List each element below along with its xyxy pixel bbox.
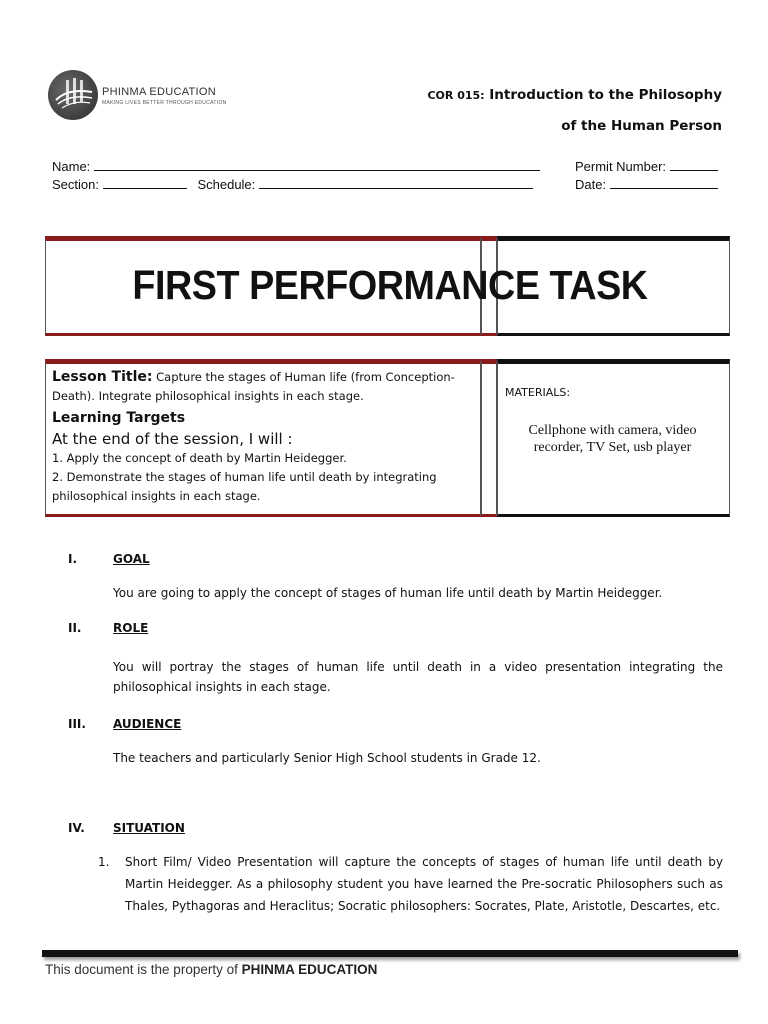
section-num-goal: I.: [68, 552, 78, 566]
name-field[interactable]: [94, 159, 540, 171]
lesson-box-gap: [481, 359, 497, 517]
logo-name: PHINMA EDUCATION: [102, 86, 216, 98]
footer-prefix: This document is the property of: [45, 962, 242, 977]
permit-field[interactable]: [670, 159, 718, 171]
task-title: FIRST PERFORMANCE TASK: [132, 262, 648, 308]
course-code: COR 015:: [427, 89, 485, 102]
lesson-content: [52, 368, 478, 506]
materials-text: Cellphone with camera, video recorder, TV Set, usb player: [528, 423, 697, 455]
situation-item-num: 1.: [98, 855, 110, 869]
section-label: Section:: [52, 177, 99, 192]
section-body-role: You will portray the stages of human life until death in a video presentation integrating the philosophical insights in each stage.: [113, 660, 723, 694]
date-field[interactable]: [610, 177, 718, 189]
name-line: [52, 159, 540, 174]
section-line: [52, 177, 533, 192]
session-label: At the end of the session, I will :: [52, 430, 293, 448]
footer-text: [45, 962, 377, 977]
schedule-field[interactable]: [259, 177, 533, 189]
phinma-logo-icon: [48, 70, 98, 120]
footer-owner: PHINMA EDUCATION: [241, 962, 378, 977]
materials-label: MATERIALS:: [505, 386, 571, 399]
date-label: Date:: [575, 177, 607, 192]
target-1: 1. Apply the concept of death by Martin Heidegger.: [52, 451, 347, 465]
section-num-situation: IV.: [68, 821, 85, 835]
section-head-situation: SITUATION: [113, 821, 185, 835]
section-body-goal: You are going to apply the concept of stages of human life until death by Martin Heidegger.: [113, 586, 663, 600]
section-body-audience: The teachers and particularly Senior High School students in Grade 12.: [113, 751, 541, 765]
course-title-line1: Introduction to the Philosophy: [489, 87, 722, 103]
permit-label: Permit Number:: [575, 159, 667, 174]
section-head-goal: GOAL: [113, 552, 150, 566]
section-field[interactable]: [103, 177, 187, 189]
course-title: [362, 80, 722, 141]
course-title-line2: of the Human Person: [561, 118, 722, 134]
target-2: 2. Demonstrate the stages of human life until death by integrating philosophical insights in each stage.: [52, 470, 437, 503]
date-line: [575, 177, 718, 192]
section-head-role: ROLE: [113, 621, 149, 635]
section-head-audience: AUDIENCE: [113, 717, 182, 731]
section-num-audience: III.: [68, 717, 86, 731]
name-label: Name:: [52, 159, 91, 174]
schedule-label: Schedule:: [197, 177, 256, 192]
lesson-title-text: Capture the stages of Human life (from Conception-Death). Integrate philosophical insights in each stage.: [52, 370, 455, 403]
footer-bar: [42, 950, 738, 957]
logo-tagline: MAKING LIVES BETTER THROUGH EDUCATION: [102, 100, 227, 106]
permit-line: [575, 159, 718, 174]
lesson-title-label: Lesson Title:: [52, 369, 153, 385]
situation-item-text: Short Film/ Video Presentation will capture the concepts of stages of human life until death by Martin Heidegger. As a philosophy student you have learned the Pre-socratic Philosophers such as Thales, Pythagoras and Heraclitus; Socratic philosophers: Socrates, Plate, Aristotle, Descartes, etc.: [125, 855, 723, 913]
learning-targets-label: Learning Targets: [52, 410, 186, 426]
section-num-role: II.: [68, 621, 82, 635]
